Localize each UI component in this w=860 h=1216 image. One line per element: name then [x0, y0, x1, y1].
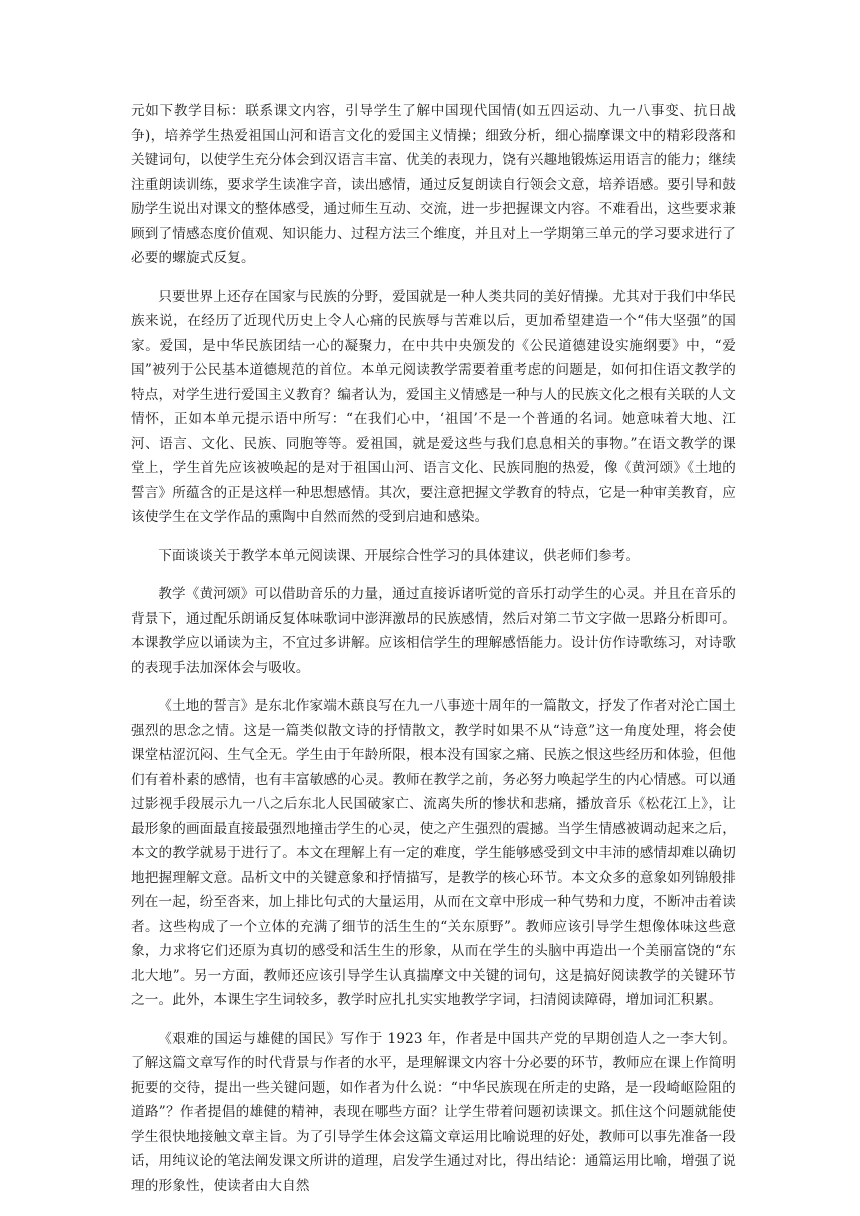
paragraph-land-oath: 《土地的誓言》是东北作家端木蕻良写在九一八事迹十周年的一篇散文，抒发了作者对沦亡国土强烈的思念之情。这是一篇类似散文诗的抒情散文，教学时如果不从“诗意”这一角度处理，将会使课堂枯涩沉闷、生气全无。学生由于年龄所限，根本没有国家之痛、民族之恨这些经历和体验，但他们有着朴素的感情，也有丰富敏感的心灵。教师在教学之前，务必努力唤起学生的内心情感。可以通过影视手段展示九一八之后东北人民国破家亡、流离失所的惨状和悲痛，播放音乐《松花江上》，让最形象的画面最直接最强烈地撞击学生的心灵，使之产生强烈的震撼。当学生情感被调动起来之后，本文的教学就易于进行了。本文在理解上有一定的难度，学生能够感受到文中丰沛的感情却难以确切地把握理解文意。品析文中的关键意象和抒情描写，是教学的核心环节。本文众多的意象如列锦般排列在一起，纷至沓来，加上排比句式的大量运用，从而在文章中形成一种气势和力度，不断冲击着读者。这些构成了一个立体的充满了细节的活生生的“关东原野”。教师应该引导学生想像体味这些意象，力求将它们还原为真切的感受和活生生的形象，从而在学生的头脑中再造出一个美丽富饶的“东北大地”。另一方面，教师还应该引导学生认真揣摩文中关键的词句，这是搞好阅读教学的关键环节之一。此外，本课生字生词较多，教学时应扎扎实实地教学字词，扫清阅读障碍，增加词汇积累。 — [131, 698, 736, 1008]
paragraph-suggestions-intro: 下面谈谈关于教学本单元阅读课、开展综合性学习的具体建议，供老师们参考。 — [158, 547, 640, 564]
paragraph-teaching-goals: 元如下教学目标：联系课文内容，引导学生了解中国现代国情(如五四运动、九一八事变、抗日战争)，培养学生热爱祖国山河和语言文化的爱国主义情操；细致分析，细心揣摩课文中的精彩段落和关键词句，以使学生充分体会到汉语言丰富、优美的表现力，饶有兴趣地锻炼运用语言的能力；继续注重朗读训练，要求学生读准字音，读出感情，通过反复朗读自行领会文意，培养语感。要引导和鼓励学生说出对课文的整体感受，通过师生互动、交流，进一步把握课文内容。不难看出，这些要求兼顾到了情感态度价值观、知识能力、过程方法三个维度，并且对上一学期第三单元的学习要求进行了必要的螺旋式反复。 — [131, 103, 736, 266]
paragraph-yellow-river: 教学《黄河颂》可以借助音乐的力量，通过直接诉诸听觉的音乐打动学生的心灵。并且在音乐的背景下，通过配乐朗诵反复体味歌词中澎湃激昂的民族感情，然后对第二节文字做一思路分析即可。本课教学应以诵读为主，不宜过多讲解。应该相信学生的理解感悟能力。设计仿作诗歌练习，对诗歌的表现手法加深体会与吸收。 — [131, 586, 736, 676]
document-body — [131, 99, 736, 1212]
paragraph-national-fate: 《艰难的国运与雄健的国民》写作于 1923 年，作者是中国共产党的早期创造人之一李大钊。了解这篇文章写作的时代背景与作者的水平，是理解课文内容十分必要的环节，教师应在课上作简明扼要的交待，提出一些关键问题，如作者为什么说：“中华民族现在所走的史路，是一段崎岖险阻的道路”？作者提倡的雄健的精神，表现在哪些方面？让学生带着问题初读课文。抓住这个问题就能使学生很快地接触文章主旨。为了引导学生体会这篇文章运用比喻说理的好处，教师可以事先准备一段话，用纯议论的笔法阐发课文所讲的道理，启发学生通过对比，得出结论：通篇运用比喻，增强了说理的形象性，使读者由大自然 — [131, 1030, 736, 1194]
paragraph-patriotism: 只要世界上还存在国家与民族的分野，爱国就是一种人类共同的美好情操。尤其对于我们中华民族来说，在经历了近现代历史上令人心痛的民族辱与苦难以后，更加希望建造一个“伟大坚强”的国家。爱国，是中华民族团结一心的凝聚力，在中共中央颁发的《公民道德建设实施纲要》中，“爱国”被列于公民基本道德规范的首位。本单元阅读教学需要着重考虑的问题是，如何扣住语文教学的特点，对学生进行爱国主义教育？编者认为，爱国主义情感是一种与人的民族文化之根有关联的人文情怀，正如本单元提示语中所写：“在我们心中，‘祖国’不是一个普通的名词。她意味着大地、江河、语言、文化、民族、同胞等等。爱祖国，就是爱这些与我们息息相关的事物。”在语文教学的课堂上，学生首先应该被唤起的是对于祖国山河、语言文化、民族同胞的热爱，像《黄河颂》《土地的誓言》所蕴含的正是这样一种思想感情。其次，要注意把握文学教育的特点，它是一种审美教育，应该使学生在文学作品的熏陶中自然而然的受到启迪和感染。 — [131, 288, 736, 525]
